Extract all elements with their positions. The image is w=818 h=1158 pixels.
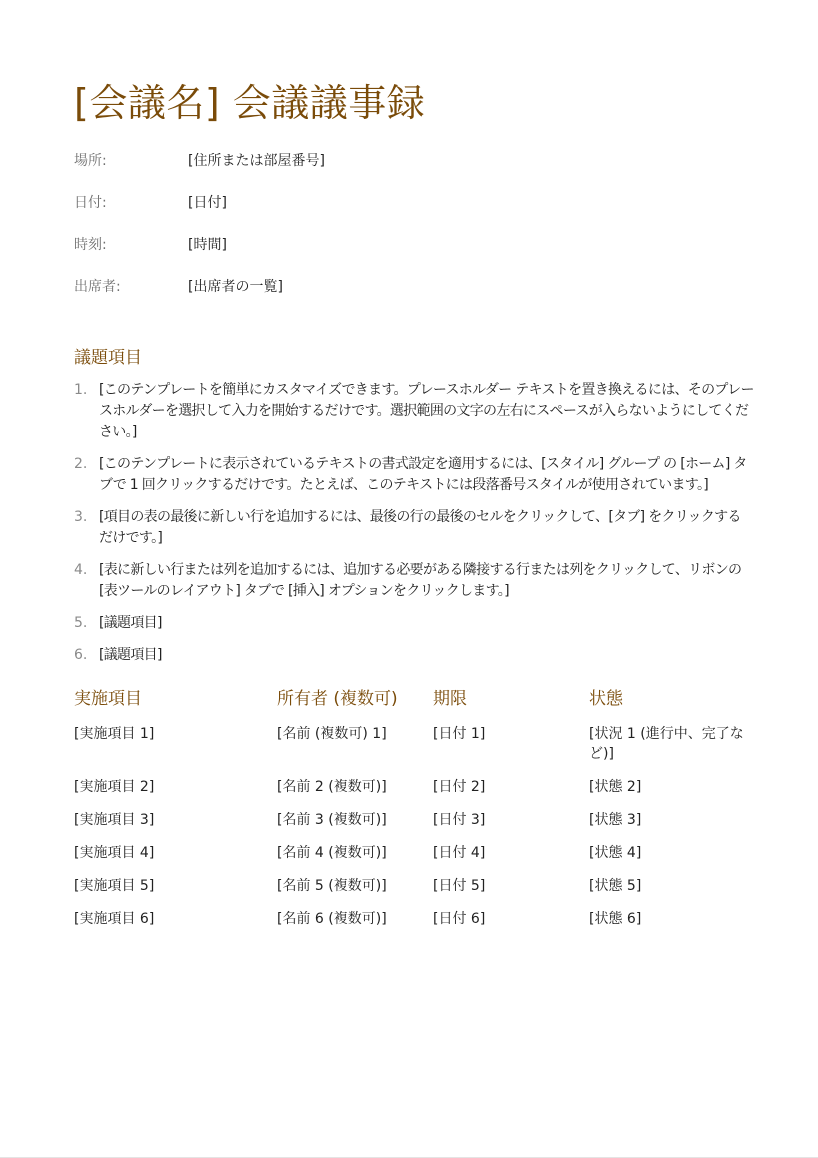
agenda-item-number: 6. xyxy=(74,647,88,663)
agenda-item[interactable] xyxy=(74,560,754,602)
agenda-item[interactable] xyxy=(74,507,754,549)
meta-row-date xyxy=(74,192,325,234)
agenda-item-text[interactable]: [議題項目] xyxy=(99,647,162,663)
meta-row-time xyxy=(74,234,325,276)
agenda-item-number: 5. xyxy=(74,615,88,631)
table-row xyxy=(74,810,754,843)
agenda-item-text[interactable]: [表に新しい行または列を追加するには、追加する必要がある隣接する行または列をクリックして、リボンの [表ツールのレイアウト] タブで [挿入] オプションをクリックします。] xyxy=(99,562,742,599)
table-row xyxy=(74,724,754,777)
deadline-cell[interactable]: [日付 2] xyxy=(433,779,486,795)
agenda-item-text[interactable]: [このテンプレートを簡単にカスタマイズできます。プレースホルダー テキストを置き換えるには、そのプレースホルダーを選択して入力を開始するだけです。選択範囲の文字の左右にスペースが入らないようにしてください。] xyxy=(99,382,754,440)
meeting-details xyxy=(74,150,325,318)
time-label: 時刻: xyxy=(74,237,107,253)
status-cell[interactable]: [状態 6] xyxy=(589,911,642,927)
meta-row-location xyxy=(74,150,325,192)
agenda-heading[interactable]: 議題項目 xyxy=(74,348,142,368)
agenda-item-number: 3. xyxy=(74,509,88,525)
agenda-item-number: 1. xyxy=(74,382,88,398)
location-label: 場所: xyxy=(74,153,107,169)
owner-cell[interactable]: [名前 6 (複数可)] xyxy=(277,911,387,927)
attendees-value[interactable]: [出席者の一覧] xyxy=(188,279,283,295)
deadline-cell[interactable]: [日付 5] xyxy=(433,878,486,894)
agenda-list xyxy=(74,380,754,677)
status-cell[interactable]: [状態 4] xyxy=(589,845,642,861)
owner-cell[interactable]: [名前 2 (複数可)] xyxy=(277,779,387,795)
deadline-cell[interactable]: [日付 4] xyxy=(433,845,486,861)
status-cell[interactable]: [状態 3] xyxy=(589,812,642,828)
date-value[interactable]: [日付] xyxy=(188,195,227,211)
time-value[interactable]: [時間] xyxy=(188,237,227,253)
action-items-table xyxy=(74,686,754,942)
document-title[interactable]: [会議名] 会議議事録 xyxy=(74,81,426,125)
header-status[interactable]: 状態 xyxy=(589,689,623,709)
header-owner[interactable]: 所有者 (複数可) xyxy=(277,689,398,709)
agenda-item-number: 4. xyxy=(74,562,88,578)
attendees-label: 出席者: xyxy=(74,279,121,295)
action-item-cell[interactable]: [実施項目 5] xyxy=(74,878,155,894)
action-item-cell[interactable]: [実施項目 6] xyxy=(74,911,155,927)
agenda-item-text[interactable]: [項目の表の最後に新しい行を追加するには、最後の行の最後のセルをクリックして、[タブ] をクリックするだけです。] xyxy=(99,509,741,546)
status-cell[interactable]: [状況 1 (進行中、完了など)] xyxy=(589,726,744,762)
deadline-cell[interactable]: [日付 3] xyxy=(433,812,486,828)
table-header-row xyxy=(74,686,754,724)
owner-cell[interactable]: [名前 (複数可) 1] xyxy=(277,726,387,742)
agenda-item-text[interactable]: [議題項目] xyxy=(99,615,162,631)
owner-cell[interactable]: [名前 5 (複数可)] xyxy=(277,878,387,894)
table-row xyxy=(74,909,754,942)
deadline-cell[interactable]: [日付 1] xyxy=(433,726,486,742)
location-value[interactable]: [住所または部屋番号] xyxy=(188,153,325,169)
agenda-item[interactable] xyxy=(74,645,754,666)
action-item-cell[interactable]: [実施項目 3] xyxy=(74,812,155,828)
action-item-cell[interactable]: [実施項目 4] xyxy=(74,845,155,861)
table-row xyxy=(74,777,754,810)
action-item-cell[interactable]: [実施項目 2] xyxy=(74,779,155,795)
header-deadline[interactable]: 期限 xyxy=(433,689,467,709)
status-cell[interactable]: [状態 5] xyxy=(589,878,642,894)
agenda-item-number: 2. xyxy=(74,456,88,472)
meta-row-attendees xyxy=(74,276,325,318)
deadline-cell[interactable]: [日付 6] xyxy=(433,911,486,927)
date-label: 日付: xyxy=(74,195,107,211)
agenda-item-text[interactable]: [このテンプレートに表示されているテキストの書式設定を適用するには、[スタイル] グループ の [ホーム] タブで 1 回クリックするだけです。たとえば、このテキストには段落番号スタイルが使用されています。] xyxy=(99,456,747,493)
header-action-item[interactable]: 実施項目 xyxy=(74,689,142,709)
agenda-item[interactable] xyxy=(74,613,754,634)
agenda-item[interactable] xyxy=(74,454,754,496)
agenda-item[interactable] xyxy=(74,380,754,443)
table-row xyxy=(74,876,754,909)
table-row xyxy=(74,843,754,876)
status-cell[interactable]: [状態 2] xyxy=(589,779,642,795)
owner-cell[interactable]: [名前 4 (複数可)] xyxy=(277,845,387,861)
action-item-cell[interactable]: [実施項目 1] xyxy=(74,726,155,742)
owner-cell[interactable]: [名前 3 (複数可)] xyxy=(277,812,387,828)
